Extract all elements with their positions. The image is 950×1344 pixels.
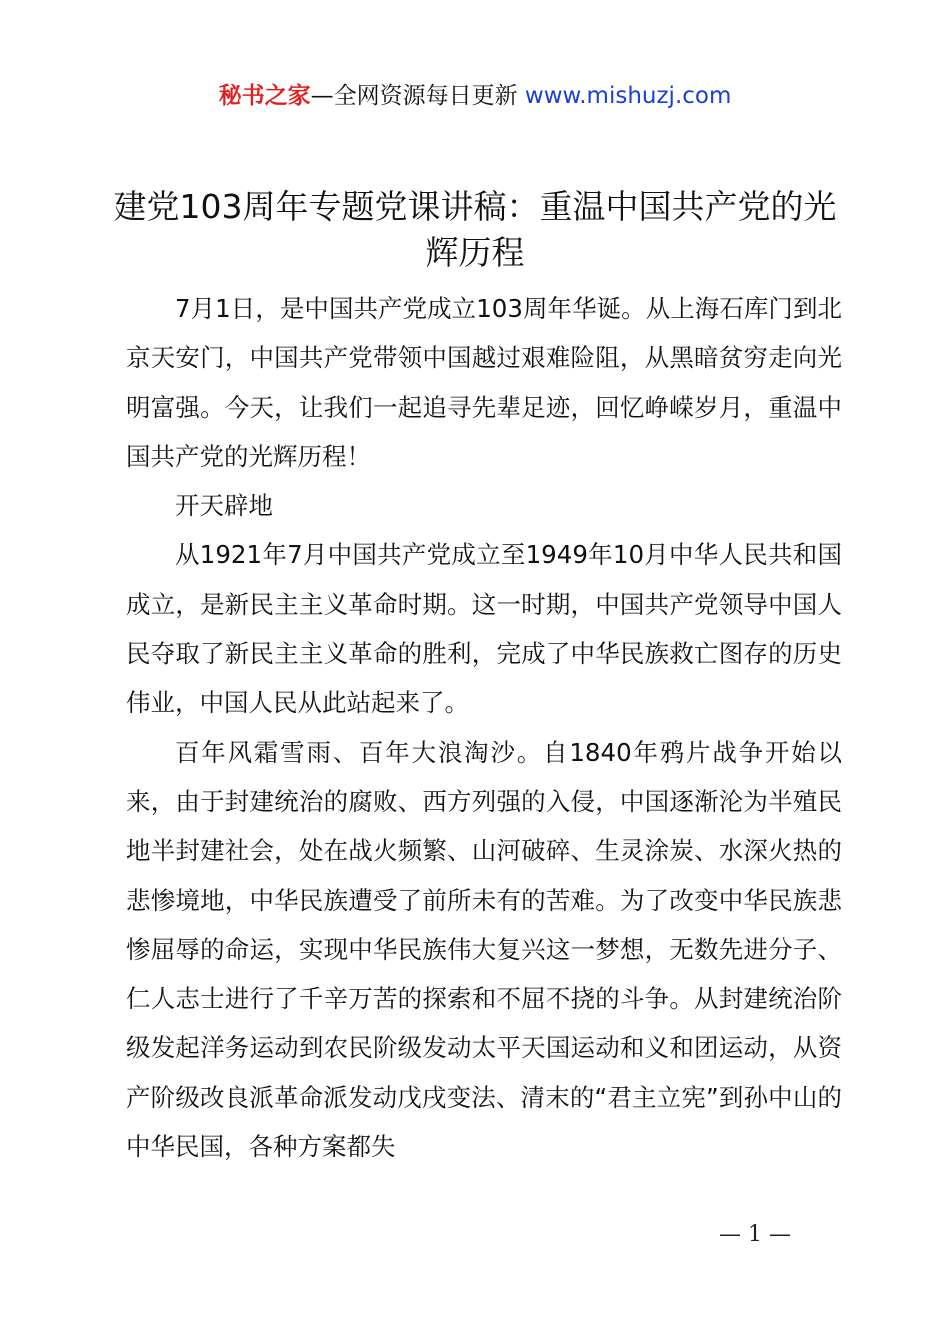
paragraph-history: 百年风霜雪雨、百年大浪淘沙。自1840年鸦片战争开始以来，由于封建统治的腐败、西方列强的入侵，中国逐渐沦为半殖民地半封建社会，处在战火频繁、山河破碎、生灵涂炭、水深火热的悲惨境地，中华民族遭受了前所未有的苦难。为了改变中华民族悲惨屈辱的命运，实现中华民族伟大复兴这一梦想，无数先进分子、仁人志士进行了千辛万苦的探索和不屈不挠的斗争。从封建统治阶级发起洋务运动到农民阶级发动太平天国运动和义和团运动，从资产阶级改良派革命派发动戊戌变法、清末的“君主立宪”到孙中山的中华民国，各种方案都失 (126, 737, 842, 1162)
site-url-link[interactable]: www.mishuzj.com (524, 83, 732, 109)
paragraph-intro: 7月1日，是中国共产党成立103周年华诞。从上海石库门到北京天安门，中国共产党带领中国越过艰难险阻，从黑暗贫穷走向光明富强。今天，让我们一起追寻先辈足迹，回忆峥嵘岁月，重温中国共产党的光辉历程！ (126, 294, 842, 471)
section-heading: 开天辟地 (175, 491, 273, 521)
document-title: 建党103周年专题党课讲稿：重温中国共产党的光辉历程 (113, 187, 837, 272)
brand-name: 秘书之家 (218, 83, 311, 109)
site-banner (0, 80, 950, 112)
page-number: — 1 — (719, 1222, 791, 1247)
banner-slogan: —全网资源每日更新 (310, 83, 518, 109)
paragraph-period: 从1921年7月中国共产党成立至1949年10月中华人民共和国成立，是新民主主义革命时期。这一时期，中国共产党领导中国人民夺取了新民主主义革命的胜利，完成了中华民族救亡图存的历史伟业，中国人民从此站起来了。 (126, 540, 842, 718)
document-body (126, 284, 842, 1171)
